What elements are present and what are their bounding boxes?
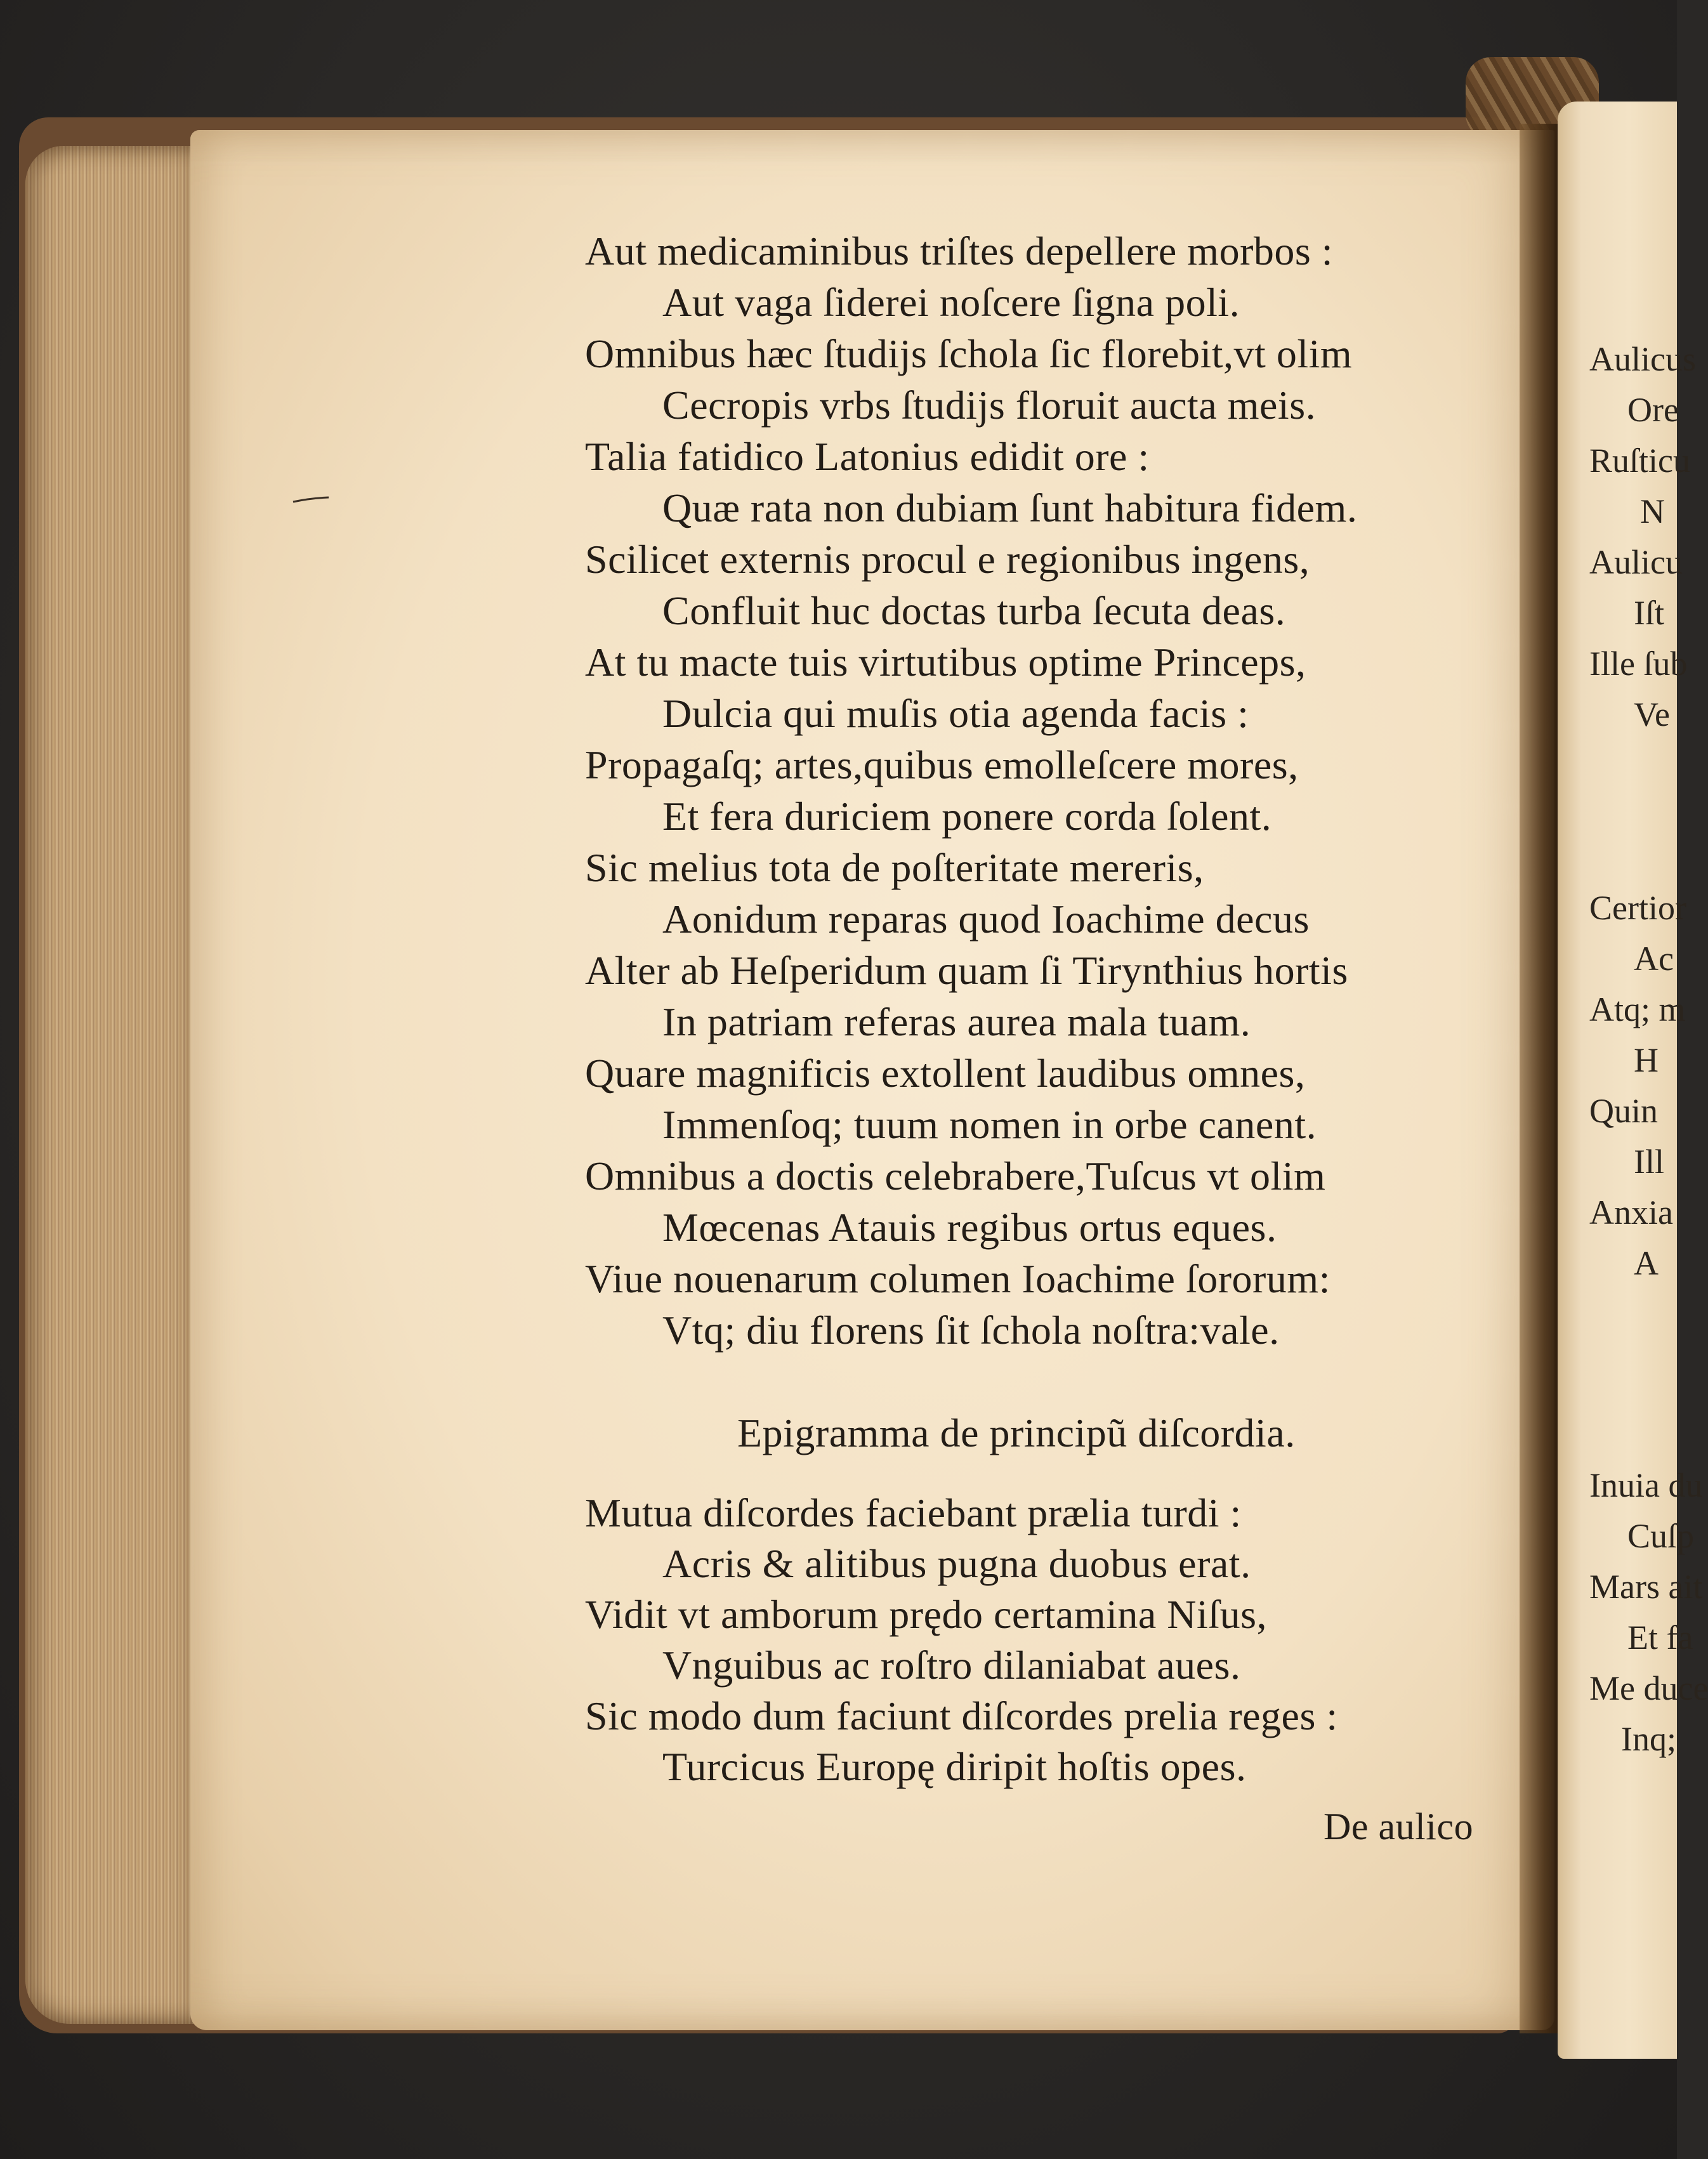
facing-page-line: Cuſp bbox=[1627, 1517, 1695, 1555]
facing-page-line: Anxia bbox=[1589, 1193, 1673, 1231]
verse-line: Aonidum reparas quod Ioachime decus bbox=[662, 896, 1310, 942]
facing-page-line: H bbox=[1634, 1041, 1659, 1079]
facing-page-line: Ruſticu bbox=[1589, 442, 1690, 480]
facing-page-line: Ac bbox=[1634, 940, 1674, 978]
facing-page-line: Certior bbox=[1589, 889, 1686, 927]
verse-line: Acris & alitibus pugna duobus erat. bbox=[662, 1541, 1251, 1586]
verse-line: Vidit vt amborum prędo certamina Niſus, bbox=[585, 1592, 1267, 1637]
verse-line: In patriam referas aurea mala tuam. bbox=[662, 999, 1251, 1044]
verse-line: Confluit huc doctas turba ſecuta deas. bbox=[662, 588, 1286, 633]
facing-page-line: Me duce bbox=[1589, 1669, 1708, 1707]
verse-line: Immenſoq; tuum nomen in orbe canent. bbox=[662, 1102, 1317, 1147]
facing-page-line: Aulicus bbox=[1589, 340, 1696, 378]
verse-line: Sic modo dum faciunt diſcordes prelia reges : bbox=[585, 1693, 1338, 1738]
verse-line: Sic melius tota de poſteritate mereris, bbox=[585, 845, 1204, 890]
verse-line: Omnibus a doctis celebrabere,Tuſcus vt olim bbox=[585, 1153, 1326, 1198]
verse-line: Vtq; diu florens ſit ſchola noſtra:vale. bbox=[662, 1308, 1280, 1353]
poem-main bbox=[585, 225, 1511, 1356]
verse-line: Cecropis vrbs ſtudijs floruit aucta meis. bbox=[662, 383, 1317, 428]
verse-line: Dulcia qui muſis otia agenda facis : bbox=[662, 691, 1249, 736]
facing-page-line: Inuia du bbox=[1589, 1466, 1703, 1504]
verse-line: Et fera duriciem ponere corda ſolent. bbox=[662, 794, 1272, 839]
verse-line: Aut vaga ſiderei noſcere ſigna poli. bbox=[662, 280, 1240, 325]
verse-line: Alter ab Heſperidum quam ſi Tirynthius hortis bbox=[585, 948, 1348, 993]
facing-page-line: Inq; bbox=[1621, 1720, 1676, 1758]
facing-page-line: Quin bbox=[1589, 1092, 1658, 1130]
verse-line: Mutua diſcordes faciebant prælia turdi : bbox=[585, 1490, 1242, 1535]
verse-line: Propagaſq; artes,quibus emolleſcere mores, bbox=[585, 742, 1299, 787]
facing-page-line: Et fa bbox=[1627, 1618, 1693, 1657]
facing-page-line: N bbox=[1640, 492, 1665, 530]
facing-page-line: Atq; m bbox=[1589, 990, 1686, 1028]
catchword: De aulico bbox=[1324, 1806, 1474, 1847]
ink-mark bbox=[292, 497, 330, 503]
epigram-verses bbox=[585, 1488, 1511, 1792]
epigram-heading: Epigramma de principũ diſcordia. bbox=[737, 1410, 1296, 1455]
verse-line: Vnguibus ac roſtro dilaniabat aues. bbox=[662, 1643, 1241, 1688]
verse-line: Viue nouenarum columen Ioachime ſororum: bbox=[585, 1256, 1330, 1301]
page-edges bbox=[25, 146, 216, 2024]
facing-page-line: Mars ait bbox=[1589, 1568, 1703, 1606]
facing-page-line: Ve bbox=[1634, 695, 1670, 733]
facing-page-line: Ill bbox=[1634, 1143, 1664, 1181]
facing-page-line: Iſt bbox=[1634, 594, 1664, 632]
verse-line: Aut medicaminibus triſtes depellere morbos : bbox=[585, 228, 1334, 273]
facing-page-line: Ille ſub bbox=[1589, 645, 1688, 683]
verse-line: Talia fatidico Latonius edidit ore : bbox=[585, 434, 1150, 479]
facing-page-line: A bbox=[1634, 1244, 1659, 1282]
verse-line: Omnibus hæc ſtudijs ſchola ſic florebit,vt olim bbox=[585, 331, 1353, 376]
verse-line: Mœcenas Atauis regibus ortus eques. bbox=[662, 1205, 1277, 1250]
verse-line: Quæ rata non dubiam ſunt habitura fidem. bbox=[662, 485, 1358, 530]
verse-line: Quare magnificis extollent laudibus omnes, bbox=[585, 1051, 1306, 1096]
verse-line: Scilicet externis procul e regionibus ingens, bbox=[585, 537, 1310, 582]
verse-line: At tu macte tuis virtutibus optime Princeps, bbox=[585, 640, 1306, 685]
facing-page-line: Ore bbox=[1627, 391, 1679, 429]
facing-page-line: Aulicu bbox=[1589, 543, 1683, 581]
verse-line: Turcicus Europę diripit hoſtis opes. bbox=[662, 1744, 1247, 1789]
